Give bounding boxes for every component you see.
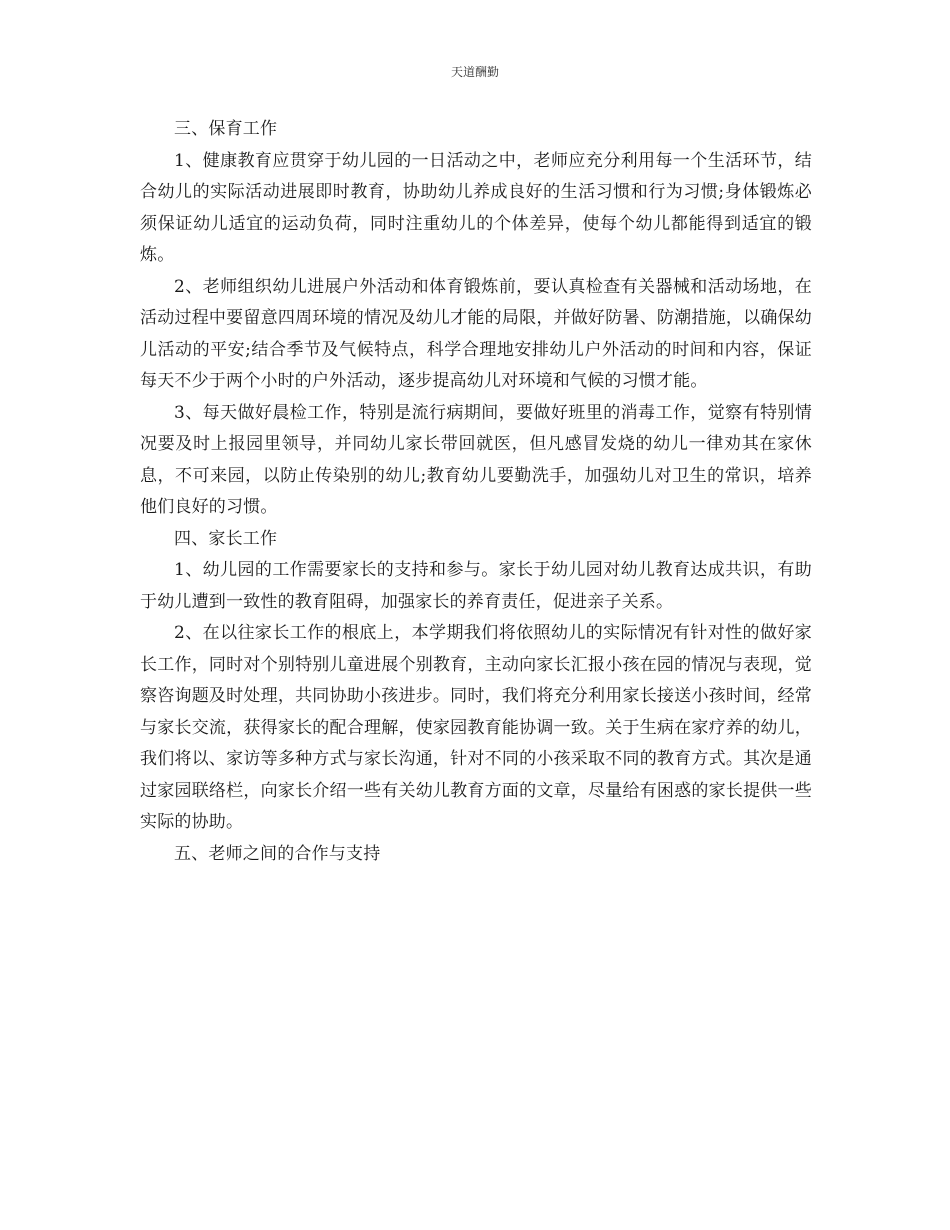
paragraph-4-1: 1、幼儿园的工作需要家长的支持和参与。家长于幼儿园对幼儿教育达成共识，有助于幼儿遭到一致性的教育阻碍，加强家长的养育责任，促进亲子关系。 [140,560,812,612]
page-header: 天道酬勤 [450,65,499,79]
paragraph-3-1: 1、健康教育应贯穿于幼儿园的一日活动之中，老师应充分利用每一个生活环节，结合幼儿的实际活动进展即时教育，协助幼儿养成良好的生活习惯和行为习惯;身体锻炼必须保证幼儿适宜的运动负荷，同时注重幼儿的个体差异，使每个幼儿都能得到适宜的锻炼。 [140,150,812,265]
paragraph-4-2: 2、在以往家长工作的根底上，本学期我们将依照幼儿的实际情况有针对性的做好家长工作，同时对个别特别儿童进展个别教育，主动向家长汇报小孩在园的情况与表现，觉察咨询题及时处理，共同协助小孩进步。同时，我们将充分利用家长接送小孩时间，经常与家长交流，获得家长的配合理解，使家园教育能协调一致。关于生病在家疗养的幼儿，我们将以、家访等多种方式与家长沟通，针对不同的小孩采取不同的教育方式。其次是通过家园联络栏，向家长介绍一些有关幼儿教育方面的文章，尽量给有困惑的家长提供一些实际的协助。 [140,623,812,832]
section-heading-3: 三、保育工作 [174,119,278,139]
paragraph-3-3: 3、每天做好晨检工作，特别是流行病期间，要做好班里的消毒工作，觉察有特别情况要及时上报园里领导，并同幼儿家长带回就医，但凡感冒发烧的幼儿一律劝其在家休息，不可来园，以防止传染别的幼儿;教育幼儿要勤洗手，加强幼儿对卫生的常识，培养他们良好的习惯。 [140,402,812,517]
section-heading-4: 四、家长工作 [174,528,278,549]
paragraph-3-2: 2、老师组织幼儿进展户外活动和体育锻炼前，要认真检查有关器械和活动场地，在活动过程中要留意四周环境的情况及幼儿才能的局限，并做好防暑、防潮措施，以确保幼儿活动的平安;结合季节及气候特点，科学合理地安排幼儿户外活动的时间和内容，保证每天不少于两个小时的户外活动，逐步提高幼儿对环境和气候的习惯才能。 [140,276,812,391]
document-body [140,114,812,870]
section-heading-5: 五、老师之间的合作与支持 [174,843,381,864]
